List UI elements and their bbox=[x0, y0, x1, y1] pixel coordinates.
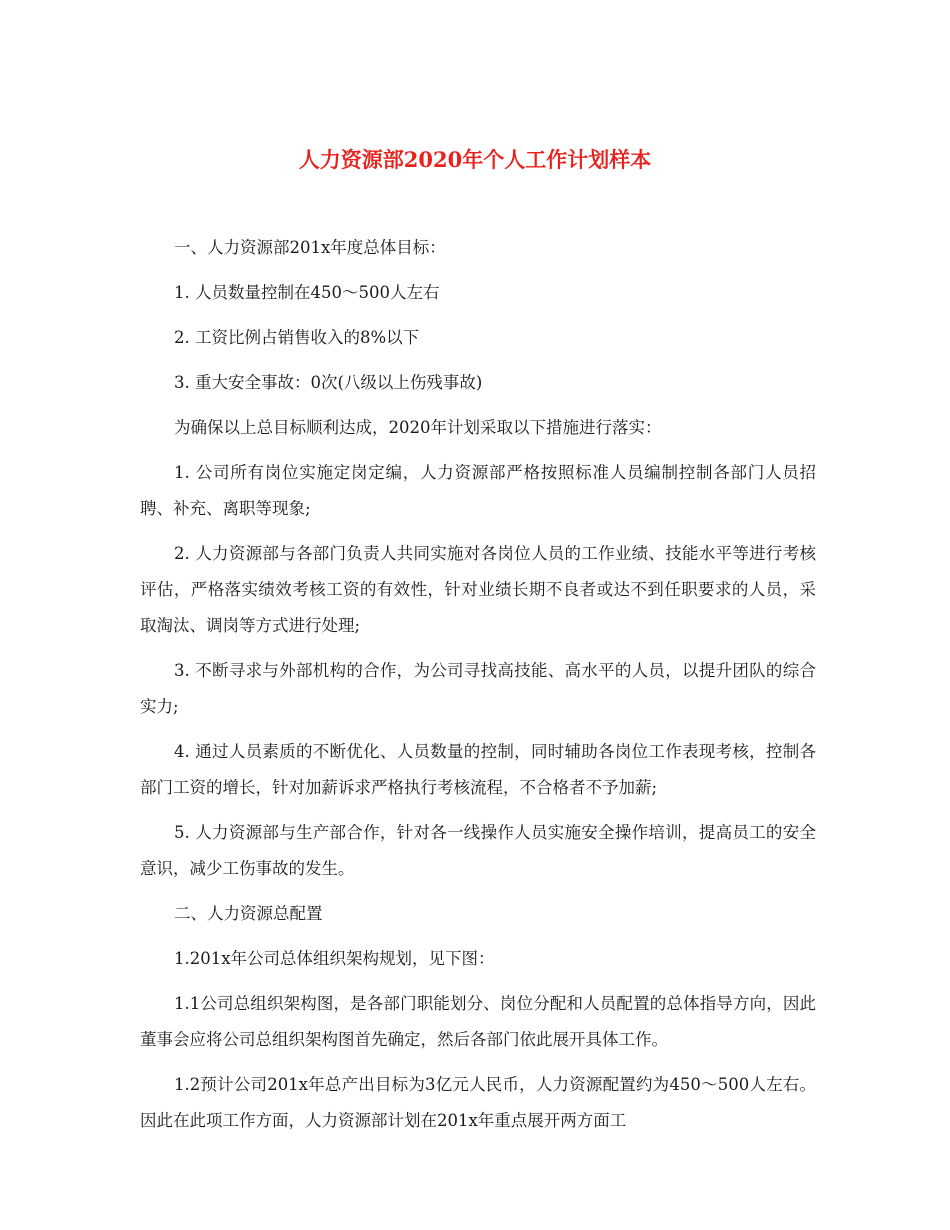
paragraph-output-target: 1.2预计公司201x年总产出目标为3亿元人民币，人力资源配置约为450～500人左右。因此在此项工作方面，人力资源部计划在201x年重点展开两方面工 bbox=[140, 1075, 816, 1130]
paragraph-goal-salary-ratio: 2. 工资比例占销售收入的8%以下 bbox=[174, 328, 420, 347]
paragraph-measure-1: 1. 公司所有岗位实施定岗定编，人力资源部严格按照标准人员编制控制各部门人员招聘、补充、离职等现象; bbox=[140, 463, 816, 518]
paragraph-measure-5: 5. 人力资源部与生产部合作，针对各一线操作人员实施安全操作培训，提高员工的安全意识，减少工伤事故的发生。 bbox=[140, 823, 816, 878]
paragraph-org-plan: 1.201x年公司总体组织架构规划，见下图： bbox=[174, 949, 495, 968]
paragraph-measure-2: 2. 人力资源部与各部门负责人共同实施对各岗位人员的工作业绩、技能水平等进行考核评估，严格落实绩效考核工资的有效性，针对业绩长期不良者或达不到任职要求的人员，采取淘汰、调岗等方式进行处理; bbox=[140, 544, 816, 635]
paragraph-org-chart: 1.1公司总组织架构图，是各部门职能划分、岗位分配和人员配置的总体指导方向，因此董事会应将公司总组织架构图首先确定，然后各部门依此展开具体工作。 bbox=[140, 994, 816, 1049]
paragraph-measure-3: 3. 不断寻求与外部机构的合作，为公司寻找高技能、高水平的人员，以提升团队的综合实力; bbox=[140, 661, 816, 716]
paragraph-allocation-heading: 二、人力资源总配置 bbox=[174, 904, 323, 923]
paragraph-goal-safety: 3. 重大安全事故：0次(八级以上伤残事故) bbox=[174, 373, 483, 392]
document-body bbox=[140, 230, 816, 1148]
paragraph-goal-headcount: 1. 人员数量控制在450～500人左右 bbox=[174, 283, 440, 302]
paragraph-goals-heading: 一、人力资源部201x年度总体目标： bbox=[174, 238, 446, 257]
paragraph-measures-intro: 为确保以上总目标顺利达成，2020年计划采取以下措施进行落实： bbox=[174, 418, 662, 437]
paragraph-measure-4: 4. 通过人员素质的不断优化、人员数量的控制，同时辅助各岗位工作表现考核，控制各部门工资的增长，针对加薪诉求严格执行考核流程，不合格者不予加薪; bbox=[140, 742, 816, 797]
document-title: 人力资源部2020年个人工作计划样本 bbox=[298, 147, 652, 172]
